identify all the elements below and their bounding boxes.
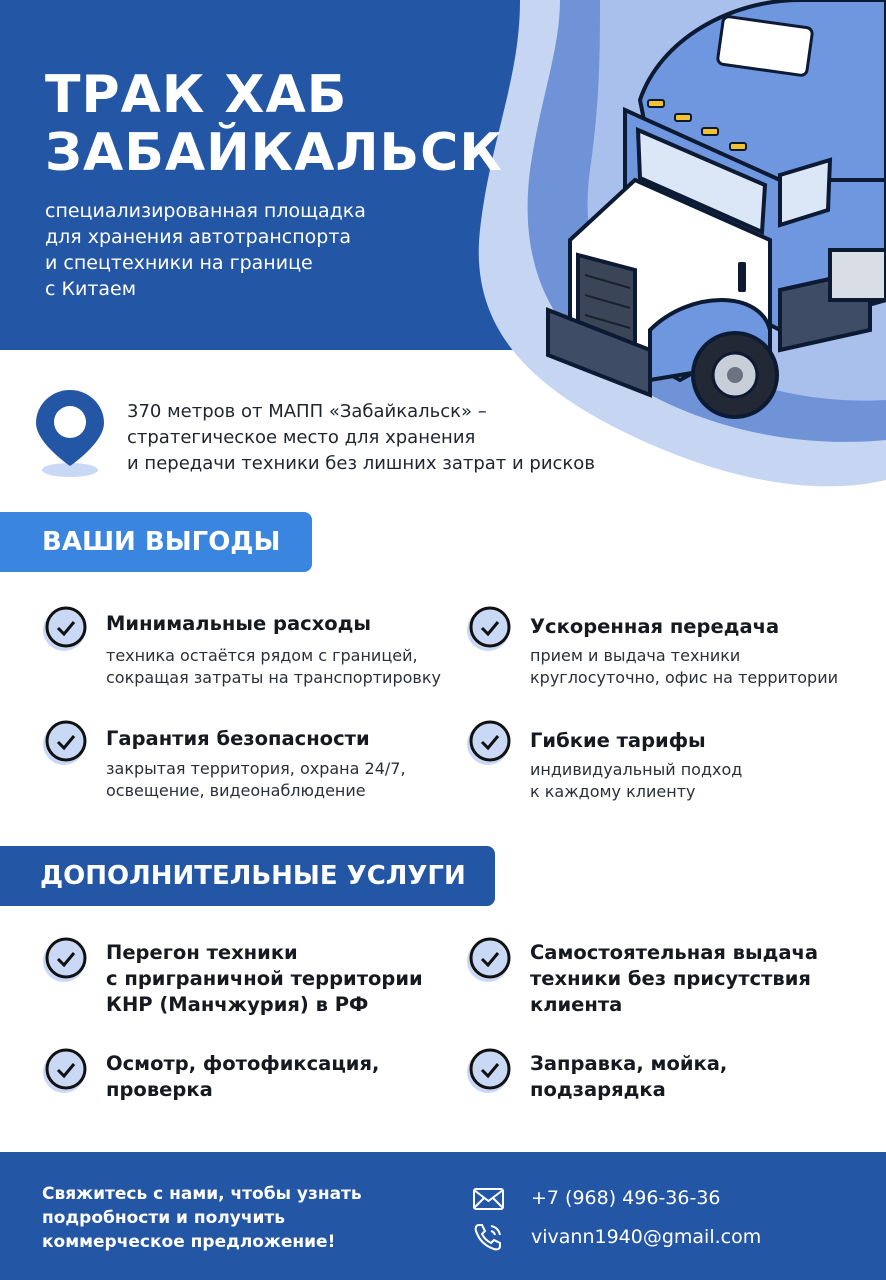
check-circle-icon bbox=[40, 935, 90, 985]
benefit-desc: прием и выдача техники bbox=[530, 646, 741, 665]
benefits-heading: ВАШИ ВЫГОДЫ bbox=[0, 512, 312, 572]
envelope-icon bbox=[472, 1184, 506, 1214]
subtitle-line: специализированная площадка bbox=[45, 200, 366, 222]
check-circle-icon bbox=[40, 604, 90, 654]
map-pin-icon bbox=[34, 388, 106, 480]
benefit-desc: закрытая территория, охрана 24/7, bbox=[106, 759, 406, 778]
phone-link[interactable]: +7 (968) 496-36-36 bbox=[531, 1187, 721, 1209]
check-circle-icon bbox=[464, 604, 514, 654]
location-line: 370 метров от МАПП «Забайкальск» – bbox=[127, 401, 487, 422]
footer-cta-line: Свяжитесь с нами, чтобы узнать bbox=[42, 1184, 362, 1204]
location-description bbox=[127, 399, 595, 477]
benefit-title: Гарантия безопасности bbox=[106, 727, 370, 750]
service-title-line: подзарядка bbox=[530, 1078, 666, 1101]
service-title-line: проверка bbox=[106, 1078, 213, 1101]
truck-illustration bbox=[530, 0, 886, 440]
service-title-line: Перегон техники bbox=[106, 941, 298, 964]
check-circle-icon bbox=[464, 1046, 514, 1096]
service-title-line: Осмотр, фотофиксация, bbox=[106, 1052, 380, 1075]
benefit-desc: к каждому клиенту bbox=[530, 782, 696, 801]
benefit-desc: индивидуальный подход bbox=[530, 760, 743, 779]
footer-cta-line: коммерческое предложение! bbox=[42, 1232, 336, 1252]
footer-cta bbox=[42, 1182, 362, 1254]
check-circle-icon bbox=[40, 1046, 90, 1096]
footer-cta-line: подробности и получить bbox=[42, 1208, 286, 1228]
service-title-line: Заправка, мойка, bbox=[530, 1052, 728, 1075]
check-circle-icon bbox=[464, 718, 514, 768]
benefit-desc: сокращая затраты на транспортировку bbox=[106, 668, 441, 687]
benefit-desc: освещение, видеонаблюдение bbox=[106, 781, 366, 800]
email-link[interactable]: vivann1940@gmail.com bbox=[531, 1226, 762, 1248]
benefit-desc: круглосуточно, офис на территории bbox=[530, 668, 838, 687]
service-title-line: Самостоятельная выдача bbox=[530, 941, 819, 964]
benefit-title: Ускоренная передача bbox=[530, 615, 780, 638]
title-line: ТРАК ХАБ bbox=[45, 65, 348, 125]
check-circle-icon bbox=[40, 718, 90, 768]
benefit-desc: техника остаётся рядом с границей, bbox=[106, 646, 418, 665]
service-title-line: КНР (Манчжурия) в РФ bbox=[106, 993, 369, 1016]
service-title-line: с приграничной территории bbox=[106, 967, 423, 990]
service-title-line: клиента bbox=[530, 993, 623, 1016]
benefit-title: Минимальные расходы bbox=[106, 612, 372, 635]
phone-icon bbox=[472, 1222, 506, 1252]
title-line: ЗАБАЙКАЛЬСК bbox=[45, 123, 503, 183]
page-title bbox=[45, 66, 503, 182]
location-line: стратегическое место для хранения bbox=[127, 427, 476, 448]
subtitle-line: с Китаем bbox=[45, 278, 137, 300]
services-heading: ДОПОЛНИТЕЛЬНЫЕ УСЛУГИ bbox=[0, 846, 495, 906]
service-title-line: техники без присутствия bbox=[530, 967, 811, 990]
location-line: и передачи техники без лишних затрат и рисков bbox=[127, 453, 595, 474]
check-circle-icon bbox=[464, 935, 514, 985]
benefit-title: Гибкие тарифы bbox=[530, 729, 706, 752]
subtitle-line: для хранения автотранспорта bbox=[45, 226, 352, 248]
page-subtitle bbox=[45, 198, 445, 302]
subtitle-line: и спецтехники на границе bbox=[45, 252, 313, 274]
